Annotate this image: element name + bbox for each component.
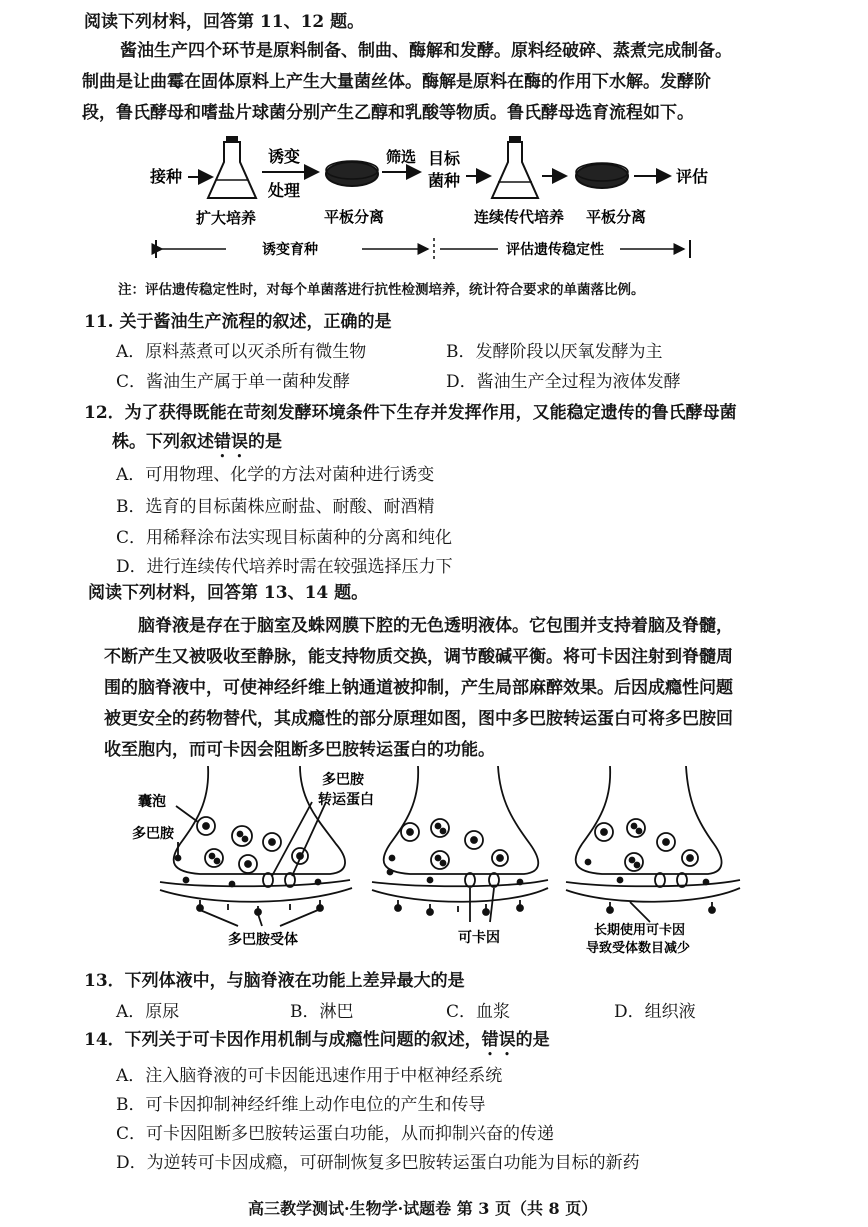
section2-heading: 阅读下列材料，回答第 13、14 题。: [88, 583, 369, 603]
q14-emphasis: 错误: [481, 1030, 516, 1050]
q11-option-a[interactable]: A．原料蒸煮可以灭杀所有微生物: [116, 342, 367, 362]
petri-dish-icon: [326, 161, 378, 186]
range2-label: 评估遗传稳定性: [506, 242, 604, 258]
flow-mutate-label-1: 诱变: [268, 147, 301, 166]
q12-option-a[interactable]: A．可用物理、化学的方法对菌种进行诱变: [116, 465, 435, 485]
label-longterm-1: 长期使用可卡因: [594, 923, 686, 938]
section1-paragraph: [82, 36, 732, 129]
q13-option-d[interactable]: D．组织液: [614, 1002, 696, 1022]
q11-option-b[interactable]: B．发酵阶段以厌氧发酵为主: [446, 342, 663, 362]
flow-evaluate-label: 评估: [676, 167, 709, 186]
q14-option-a[interactable]: A．注入脑脊液的可卡因能迅速作用于中枢神经系统: [116, 1066, 503, 1086]
q12-option-b[interactable]: B．选育的目标菌株应耐盐、耐酸、耐酒精: [116, 497, 435, 517]
flow-target-label-2: 菌种: [428, 171, 461, 190]
q13-option-a[interactable]: A．原尿: [116, 1002, 180, 1022]
section1-line-3: 段，鲁氏酵母和嗜盐片球菌分别产生乙醇和乳酸等物质。鲁氏酵母选育流程如下。: [82, 103, 694, 123]
page-footer: 高三教学测试·生物学·试题卷 第 3 页（共 8 页）: [248, 1199, 598, 1218]
label-vesicle: 囊泡: [138, 794, 166, 810]
q13-option-c[interactable]: C．血浆: [446, 1002, 511, 1022]
synapse-cocaine: [372, 766, 548, 922]
flowchart-note: 注：评估遗传稳定性时，对每个单菌落进行抗性检测培养，统计符合要求的单菌落比例。: [118, 282, 645, 298]
flow-mutate-label-2: 处理: [268, 181, 301, 200]
q12-stem-text: 的是: [248, 432, 282, 452]
q11-option-d[interactable]: D．酱油生产全过程为液体发酵: [446, 372, 681, 392]
synapse-normal: [160, 766, 352, 926]
flow-screen-label: 筛选: [386, 148, 417, 166]
label-cocaine: 可卡因: [458, 930, 500, 946]
label-transporter-2: 转运蛋白: [318, 792, 374, 808]
petri-dish-icon: [576, 163, 628, 188]
label-dopamine: 多巴胺: [132, 826, 174, 842]
q14-option-d[interactable]: D．为逆转可卡因成瘾，可研制恢复多巴胺转运蛋白功能为目标的新药: [116, 1153, 640, 1173]
section2-line-4: 被更安全的药物替代，其成瘾性的部分原理如图，图中多巴胺转运蛋白可将多巴胺回: [104, 709, 733, 729]
flow-plate2-label: 平板分离: [586, 208, 647, 226]
q14-stem-text: 的是: [515, 1030, 550, 1050]
section1-heading: 阅读下列材料，回答第 11、12 题。: [84, 12, 365, 32]
q14-option-c[interactable]: C．可卡因阻断多巴胺转运蛋白功能，从而抑制兴奋的传递: [116, 1124, 555, 1144]
section2-line-3: 围的脑脊液中，可使神经纤维上钠通道被抑制，产生局部麻醉效果。后因成瘾性问题: [104, 678, 733, 698]
q12-stem-text: 株。下列叙述: [112, 432, 214, 452]
q14-stem-text: 14．下列关于可卡因作用机制与成瘾性问题的叙述，: [84, 1030, 482, 1050]
flow-serial-label: 连续传代培养: [474, 208, 565, 226]
culture-flask-icon: [492, 136, 538, 198]
section1-line-2: 制曲是让曲霉在固体原料上产生大量菌丝体。酶解是原料在酶的作用下水解。发酵阶: [82, 72, 711, 92]
q12-option-c[interactable]: C．用稀释涂布法实现目标菌种的分离和纯化: [116, 528, 453, 548]
q11-stem: 11. 关于酱油生产流程的叙述，正确的是: [84, 312, 392, 332]
section2-line-1: 脑脊液是存在于脑室及蛛网膜下腔的无色透明液体。它包围并支持着脑及脊髓，: [138, 616, 733, 636]
synapse-longterm: [566, 766, 740, 922]
q14-option-b[interactable]: B．可卡因抑制神经纤维上动作电位的产生和传导: [116, 1095, 486, 1115]
q12-emphasis: 错误: [214, 432, 248, 452]
q12-stem-line-1: 12．为了获得既能在苛刻发酵环境条件下生存并发挥作用，又能稳定遗传的鲁氏酵母菌: [84, 403, 737, 423]
section2-line-2: 不断产生又被吸收至静脉，能支持物质交换，调节酸碱平衡。将可卡因注射到脊髓周: [104, 647, 733, 667]
section2-paragraph: [104, 611, 733, 766]
label-longterm-2: 导致受体数目减少: [586, 941, 691, 956]
section1-line-1: 酱油生产四个环节是原料制备、制曲、酶解和发酵。原料经破碎、蒸煮完成制备。: [120, 41, 732, 61]
q12-option-d[interactable]: D．进行连续传代培养时需在较强选择压力下: [116, 557, 453, 577]
label-transporter-1: 多巴胺: [322, 772, 364, 788]
flow-target-label-1: 目标: [428, 149, 461, 168]
q13-stem: 13．下列体液中，与脑脊液在功能上差异最大的是: [84, 971, 465, 991]
breeding-flowchart: [0, 130, 868, 280]
culture-flask-icon: [208, 136, 256, 198]
q11-option-c[interactable]: C．酱油生产属于单一菌种发酵: [116, 372, 351, 392]
q12-stem-line-2: [112, 432, 282, 462]
q13-option-b[interactable]: B．淋巴: [290, 1002, 354, 1022]
q14-stem: [84, 1030, 550, 1060]
synapse-figure: [0, 762, 868, 970]
section2-line-5: 收至胞内，而可卡因会阻断多巴胺转运蛋白的功能。: [104, 740, 495, 760]
flow-start-label: 接种: [150, 167, 183, 186]
flow-plate1-label: 平板分离: [324, 208, 385, 226]
flow-expand-label: 扩大培养: [196, 209, 257, 227]
range1-label: 诱变育种: [262, 242, 318, 258]
label-receptor: 多巴胺受体: [228, 932, 298, 948]
